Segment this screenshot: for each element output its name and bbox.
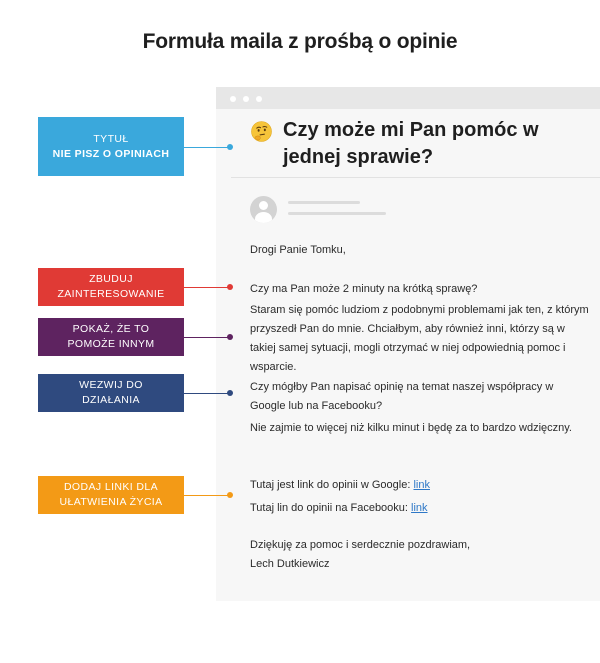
label-add-links: [38, 476, 184, 514]
label-links-line1: DODAJ LINKI DLA: [63, 481, 159, 493]
label-interest-line2: ZAINTERESOWANIE: [57, 288, 165, 300]
connector-dot: [227, 334, 233, 340]
connector-dot: [227, 492, 233, 498]
email-paragraph-question: Czy ma Pan może 2 minuty na krótką sprawę?: [250, 283, 478, 295]
label-interest: [38, 268, 184, 306]
label-action-line2: DZIAŁANIA: [82, 394, 140, 406]
google-link-prefix: Tutaj jest link do opinii w Google:: [250, 479, 411, 491]
connector-dot: [227, 284, 233, 290]
connector-help: [184, 337, 230, 338]
label-help-others: [38, 318, 184, 356]
facebook-review-link[interactable]: link: [411, 502, 428, 514]
connector-dot: [227, 144, 233, 150]
google-review-link[interactable]: link: [413, 479, 430, 491]
sender-placeholder-line: [288, 201, 360, 204]
email-paragraph-help: Staram się pomóc ludziom z podobnymi problemami jak ten, z którym przyszedł Pan do mnie. Chciałbym, aby również inni, którzy są w takiej samej sytuacji, mogli otrzymać w niej odpowiednią pomoc i wsparcie.: [250, 304, 589, 373]
email-facebook-link-line: [250, 499, 590, 518]
label-interest-line1: ZBUDUJ: [89, 273, 133, 285]
email-paragraph-ask: Czy mógłby Pan napisać opinię na temat naszej współpracy w Google lub na Facebooku?: [250, 381, 554, 412]
email-window: [216, 87, 600, 601]
connector-action: [184, 393, 230, 394]
label-title-line2: NIE PISZ O OPINIACH: [52, 147, 170, 160]
window-dot-icon: [243, 96, 249, 102]
page-title: Formuła maila z prośbą o opinie: [142, 30, 458, 53]
connector-title: [184, 147, 230, 148]
label-title-line1: TYTUŁ: [93, 132, 129, 145]
label-action-line1: WEZWIJ DO: [79, 379, 143, 391]
window-dot-icon: [256, 96, 262, 102]
facebook-link-prefix: Tutaj lin do opinii na Facebooku:: [250, 502, 408, 514]
connector-interest: [184, 287, 230, 288]
window-dot-icon: [230, 96, 236, 102]
window-titlebar: [216, 87, 600, 109]
label-links-line2: UŁATWIENIA ŻYCIA: [59, 496, 163, 508]
connector-links: [184, 495, 230, 496]
email-google-link-line: [250, 476, 590, 495]
header-divider: [231, 177, 600, 178]
avatar: [250, 196, 277, 223]
email-paragraph-time: Nie zajmie to więcej niż kilku minut i będę za to bardzo wdzięczny.: [250, 422, 572, 434]
thinking-face-icon: [251, 121, 272, 142]
label-title: [38, 117, 184, 176]
email-subject: Czy może mi Pan pomóc w jednej sprawie?: [283, 119, 539, 168]
email-closing: Dziękuję za pomoc i serdecznie pozdrawiam,: [250, 539, 471, 551]
email-greeting: Drogi Panie Tomku,: [250, 244, 346, 256]
connector-dot: [227, 390, 233, 396]
label-help-line2: POMOŻE INNYM: [67, 338, 155, 350]
label-help-line1: POKAŻ, ŻE TO: [72, 323, 150, 335]
email-signature: Lech Dutkiewicz: [250, 558, 330, 570]
label-call-to-action: [38, 374, 184, 412]
sender-placeholder-line: [288, 212, 386, 215]
